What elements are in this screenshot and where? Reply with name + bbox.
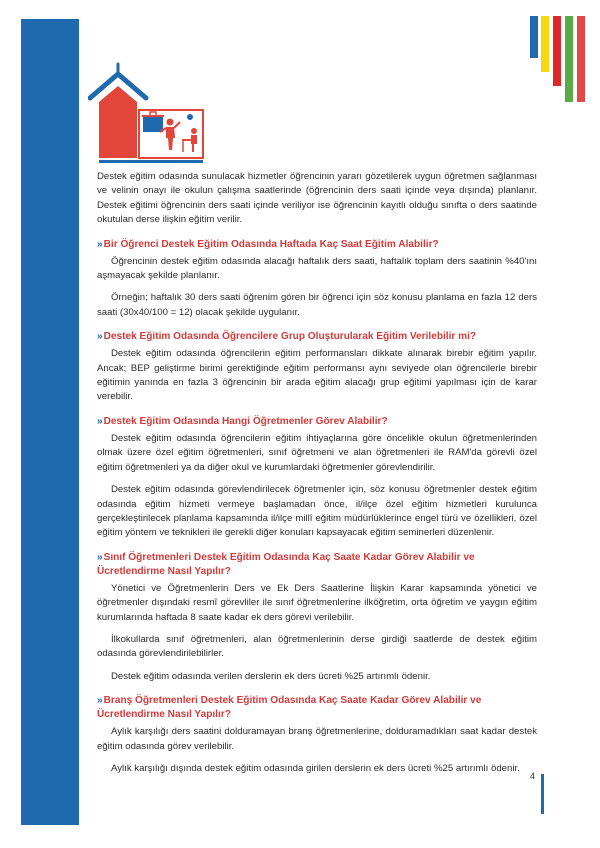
section-heading <box>97 238 537 252</box>
section-paragraph: Öğrencinin destek eğitim odasında alacağı haftalık ders saati, haftalık toplam ders saatinin %40'ını aşmayacak şekilde planlanır. <box>97 255 537 282</box>
section-paragraph: Aylık karşılığı dışında destek eğitim odasında girilen derslerin ek ders ücreti %25 artırımlı ödenir. <box>111 762 520 774</box>
section-heading-text: Destek Eğitim Odasında Hangi Öğretmenler Görev Alabilir? <box>103 415 388 427</box>
section-heading <box>97 330 537 344</box>
section-heading <box>97 551 537 579</box>
intro-paragraph: Destek eğitim odasında sunulacak hizmetler öğrencinin yararı gözetilerek uygun öğretmen sağlanması ve velinin onayı ile okulun çalışma saatlerinde (öğrencinin ders saati içinde veya dışında) planlanır. Destek eğitimi öğrencinin ders saati içinde veriliyor ise öğrencinin kayıtlı olduğu sınıfta o ders saatinde okutulan derse ilişkin eğitim verilir. <box>97 171 537 226</box>
chevron-right-icon: » <box>97 695 100 707</box>
chevron-right-icon: » <box>97 551 100 563</box>
stripe-green <box>565 16 573 102</box>
section-paragraph: Yönetici ve Öğretmenlerin Ders ve Ek Ders Saatlerine İlişkin Karar kapsamında yönetici ve öğretmenler dışındaki resmî görevliler ile sınıf öğretmenlerine ilköğretim, orta öğretim ve yaygın eğitim kurumlarında haftada 8 saate kadar ek ders görevi verilebilir. <box>97 582 537 623</box>
chevron-right-icon: » <box>97 238 100 250</box>
section-weekly-hours <box>97 238 537 321</box>
section-heading <box>97 415 537 429</box>
section-paragraph: Destek eğitim odasında verilen derslerin ek ders ücreti %25 artırımlı ödenir. <box>111 670 431 682</box>
classroom-house-icon <box>88 62 206 166</box>
section-paragraph: Destek eğitim odasında öğrencilerin eğitim performansları dikkate alınarak birebir eğitim yapılır. Ancak; BEP geliştirme birimi gerektiğinde eğitim performansı aynı seviyede olan öğrencilerle birebir eğitimin yanında en fazla 3 öğrencinin bir arada eğitim alacağı grup eğitimi yapılması için de karar verebilir. <box>97 348 537 403</box>
section-heading-text: Destek Eğitim Odasında Öğrencilere Grup Oluşturularak Eğitim Verilebilir mi? <box>103 331 477 343</box>
page-number: 4 <box>530 771 536 781</box>
left-decorative-bar <box>21 19 79 825</box>
chevron-right-icon: » <box>97 331 100 343</box>
stripe-red-2 <box>577 16 585 102</box>
section-paragraph: İlkokullarda sınıf öğretmenleri, alan öğretmenlerinin derse girdiği saatlerde de destek eğitim odasında görevlendirilebilirler. <box>97 633 537 660</box>
section-heading <box>97 694 537 722</box>
chevron-right-icon: » <box>97 415 100 427</box>
page-content <box>97 170 537 784</box>
stripe-yellow <box>541 16 549 72</box>
section-paragraph: Destek eğitim odasında görevlendirilecek öğretmenler için, söz konusu öğretmenler destek eğitim odasında eğitim hizmeti vermeye başlamadan önce, il/ilçe özel eğitim hizmetleri kurulunca gerçekleştirilecek planlama kapsamında il/ilçe millî eğitim müdürlüklerince engel türü ve özellikleri, özel eğitim yöntem ve teknikleri ile gerekli diğer konuları kapsayacak eğitim seminerleri düzenlenir. <box>97 484 537 539</box>
section-which-teachers <box>97 415 537 541</box>
page-number-bar <box>541 774 544 814</box>
section-heading-text: Bir Öğrenci Destek Eğitim Odasında Haftada Kaç Saat Eğitim Alabilir? <box>103 238 439 250</box>
stripe-blue <box>530 16 538 58</box>
section-paragraph: Destek eğitim odasında öğrencilerin eğitim ihtiyaçlarına göre öncelikle okulun öğretmenlerinden olmak üzere özel eğitim öğretmenleri, sınıf öğretmeni ve alan öğretmenleri ile RAM'da görevli özel eğitim öğretmenleri ya da diğer okul ve kurumlardaki öğretmenler görevlendirilir. <box>97 432 537 473</box>
section-branch-teachers <box>97 694 537 776</box>
section-group-education <box>97 330 537 405</box>
section-class-teachers <box>97 551 537 684</box>
section-paragraph: Örneğin; haftalık 30 ders saati öğrenim gören bir öğrenci için söz konusu planlama en fazla 12 ders saati (30x40/100 = 12) olacak şekilde uygulanır. <box>97 292 537 318</box>
section-paragraph: Aylık karşılığı ders saatini dolduramayan branş öğretmenlerine, dolduramadıkları saat kadar destek eğitim odasında görev verilebilir. <box>97 726 537 752</box>
section-heading-text: Branş Öğretmenleri Destek Eğitim Odasında Kaç Saate Kadar Görev Alabilir ve Ücretlendirme Nasıl Yapılır? <box>97 695 482 721</box>
stripe-red <box>553 16 561 86</box>
section-heading-text: Sınıf Öğretmenleri Destek Eğitim Odasında Kaç Saate Kadar Görev Alabilir ve Ücretlendirme Nasıl Yapılır? <box>97 551 475 577</box>
